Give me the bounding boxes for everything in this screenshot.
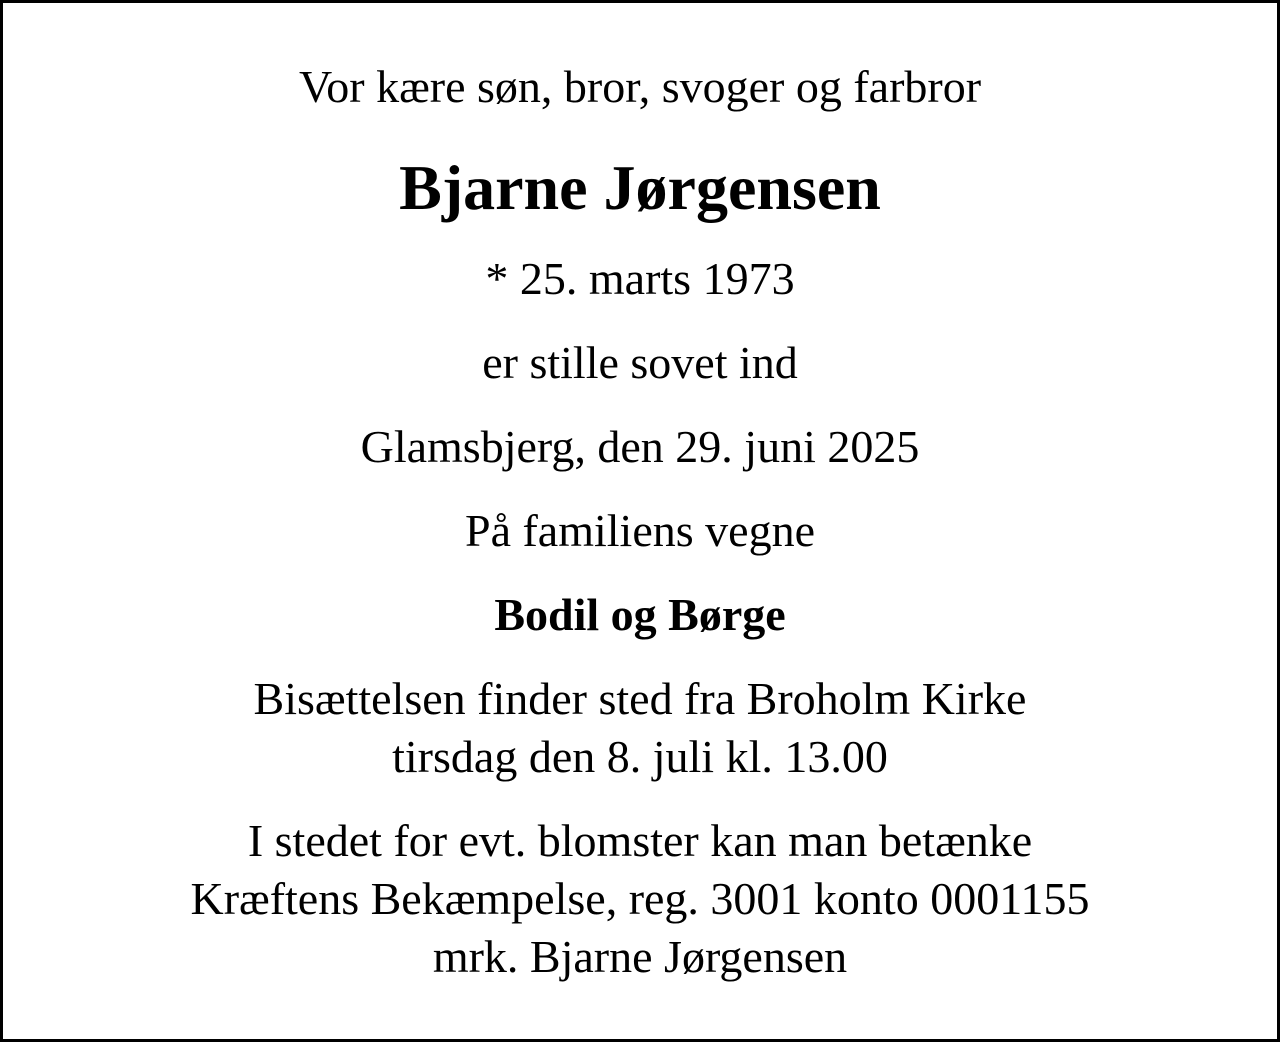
on-behalf-line: På familiens vegne (464, 505, 815, 556)
birth-date: * 25. marts 1973 (485, 253, 795, 304)
funeral-info-line: tirsdag den 8. juli kl. 13.00 (392, 731, 888, 782)
signers: Bodil og Børge (494, 589, 786, 640)
donation-info-line: mrk. Bjarne Jørgensen (432, 931, 848, 982)
intro-line: Vor kære søn, bror, svoger og farbror (298, 61, 982, 112)
funeral-info-line: Bisættelsen finder sted fra Broholm Kirke (253, 673, 1027, 724)
deceased-name: Bjarne Jørgensen (399, 152, 881, 223)
place-and-date: Glamsbjerg, den 29. juni 2025 (360, 421, 920, 472)
death-statement: er stille sovet ind (482, 337, 798, 388)
donation-info-line: I stedet for evt. blomster kan man betænke (247, 815, 1033, 866)
donation-info-line: Kræftens Bekæmpelse, reg. 3001 konto 0001155 (190, 873, 1090, 924)
